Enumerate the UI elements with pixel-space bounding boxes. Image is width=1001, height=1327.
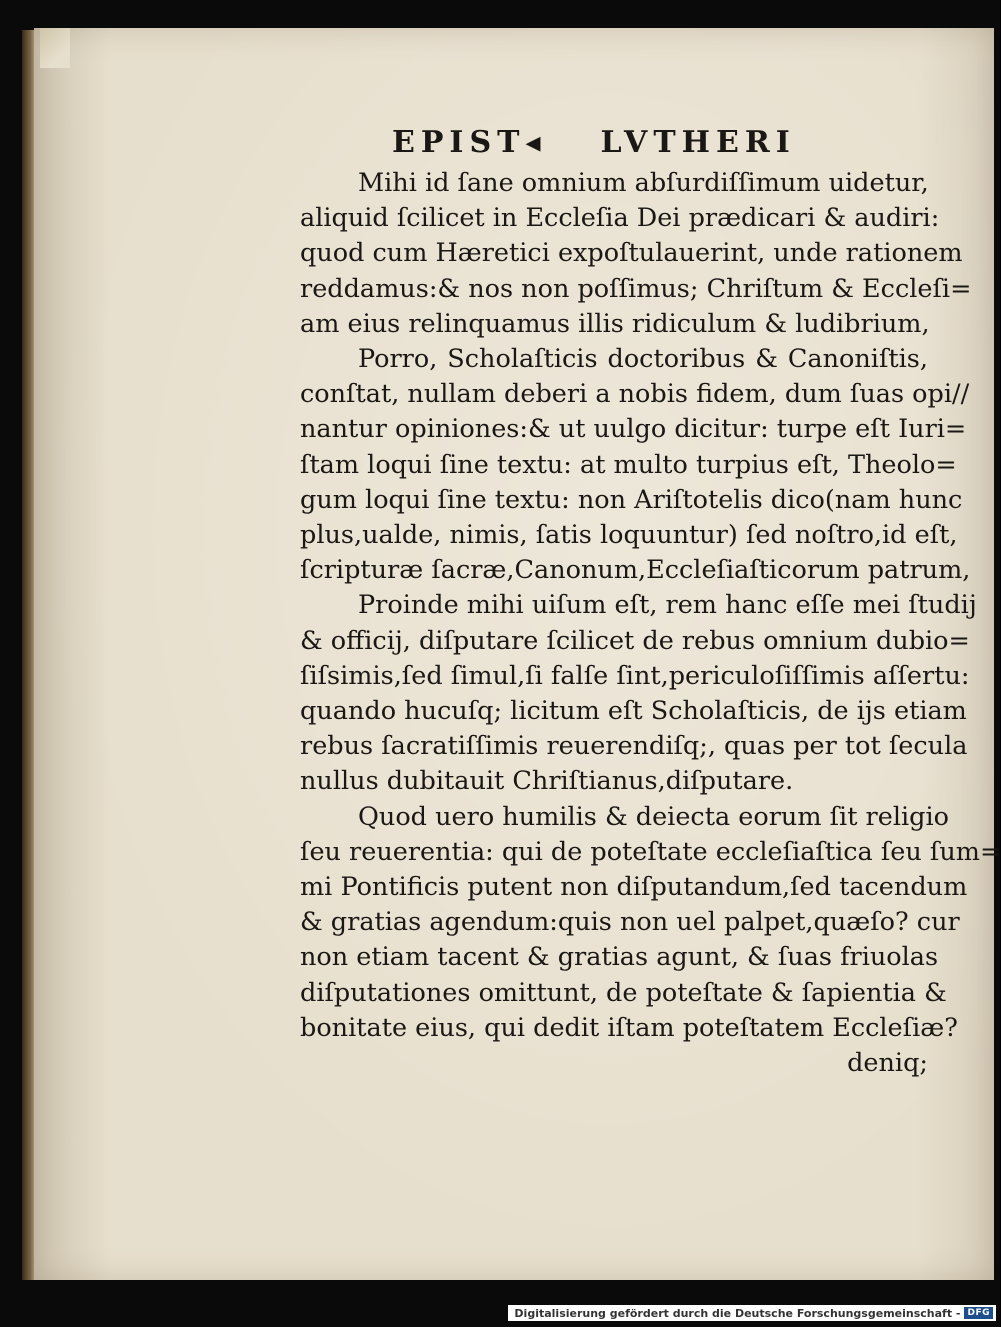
- text-line: rebus ſacratiſſimis reuerendiſq;, quas per tot ſecula: [300, 731, 968, 762]
- text-line: bonitate eius, qui dedit iſtam poteſtatem Eccleſiæ?: [300, 1012, 958, 1043]
- digitization-footer: [508, 1305, 996, 1321]
- page-corner-fold: [40, 28, 70, 68]
- dfg-logo-icon: DFG: [964, 1307, 993, 1319]
- running-head-mark: ◂: [525, 125, 547, 160]
- text-line: ſtam loqui ſine textu: at multo turpius eſt, Theolo=: [300, 449, 957, 480]
- running-head-left: EPIST: [392, 125, 526, 160]
- text-line: ſiſsimis,ſed ſimul,ſi falſe ſint,periculoſiſſimis aſſertu:: [300, 660, 970, 691]
- text-line: & gratias agendum:quis non uel palpet,quæſo? cur: [300, 907, 960, 938]
- text-line: non etiam tacent & gratias agunt, & ſuas friuolas: [300, 942, 939, 973]
- text-line: plus,ualde, nimis, ſatis loquuntur) ſed noſtro,id eſt,: [300, 520, 958, 551]
- text-line: diſputationes omittunt, de poteſtate & ſapientia &: [300, 977, 947, 1008]
- text-line: mi Pontificis putent non diſputandum,ſed tacendum: [300, 872, 968, 903]
- text-line: am eius relinquamus illis ridiculum & ludibrium,: [300, 308, 930, 339]
- text-line: Quod uero humilis & deiecta eorum ſit religio: [358, 801, 949, 832]
- text-line: gum loqui ſine textu: non Ariſtotelis dico(nam hunc: [300, 484, 963, 515]
- text-line: Proinde mihi uiſum eſt, rem hanc eſſe mei ſtudij: [358, 590, 977, 621]
- text-line: nullus dubitauit Chriſtianus,diſputare.: [300, 766, 794, 797]
- running-head-right: LVTHERI: [600, 125, 796, 160]
- text-line: conſtat, nullam deberi a nobis fidem, dum ſuas opi//: [300, 379, 970, 410]
- text-line: Mihi id ſane omnium abſurdiſſimum uidetur,: [358, 168, 929, 198]
- text-line: quod cum Hæretici expoſtulauerint, unde rationem: [300, 238, 963, 269]
- text-line: reddamus:& nos non poſſimus; Chriſtum & Eccleſi=: [300, 273, 972, 304]
- running-head: [392, 125, 932, 160]
- text-line: ſeu reuerentia: qui de poteſtate eccleſiaſtica ſeu ſum=: [300, 836, 1001, 867]
- text-line: Porro, Scholaſticis doctoribus & Canoniſtis,: [358, 344, 928, 375]
- page-text-block: [300, 125, 1001, 1081]
- funding-notice: Digitalisierung gefördert durch die Deutsche Forschungsgemeinschaft -: [514, 1306, 961, 1320]
- catchword: deniq;: [847, 1048, 928, 1079]
- text-line: nantur opiniones:& ut uulgo dicitur: turpe eſt Iuri=: [300, 414, 967, 445]
- text-line: aliquid ſcilicet in Eccleſia Dei prædicari & audiri:: [300, 203, 940, 234]
- text-line: & officij, diſputare ſcilicet de rebus omnium dubio=: [300, 625, 970, 656]
- text-line: quando hucuſq; licitum eſt Scholaſticis, de ijs etiam: [300, 696, 967, 727]
- text-line: ſcripturæ ſacræ,Canonum,Eccleſiaſticorum patrum,: [300, 555, 971, 586]
